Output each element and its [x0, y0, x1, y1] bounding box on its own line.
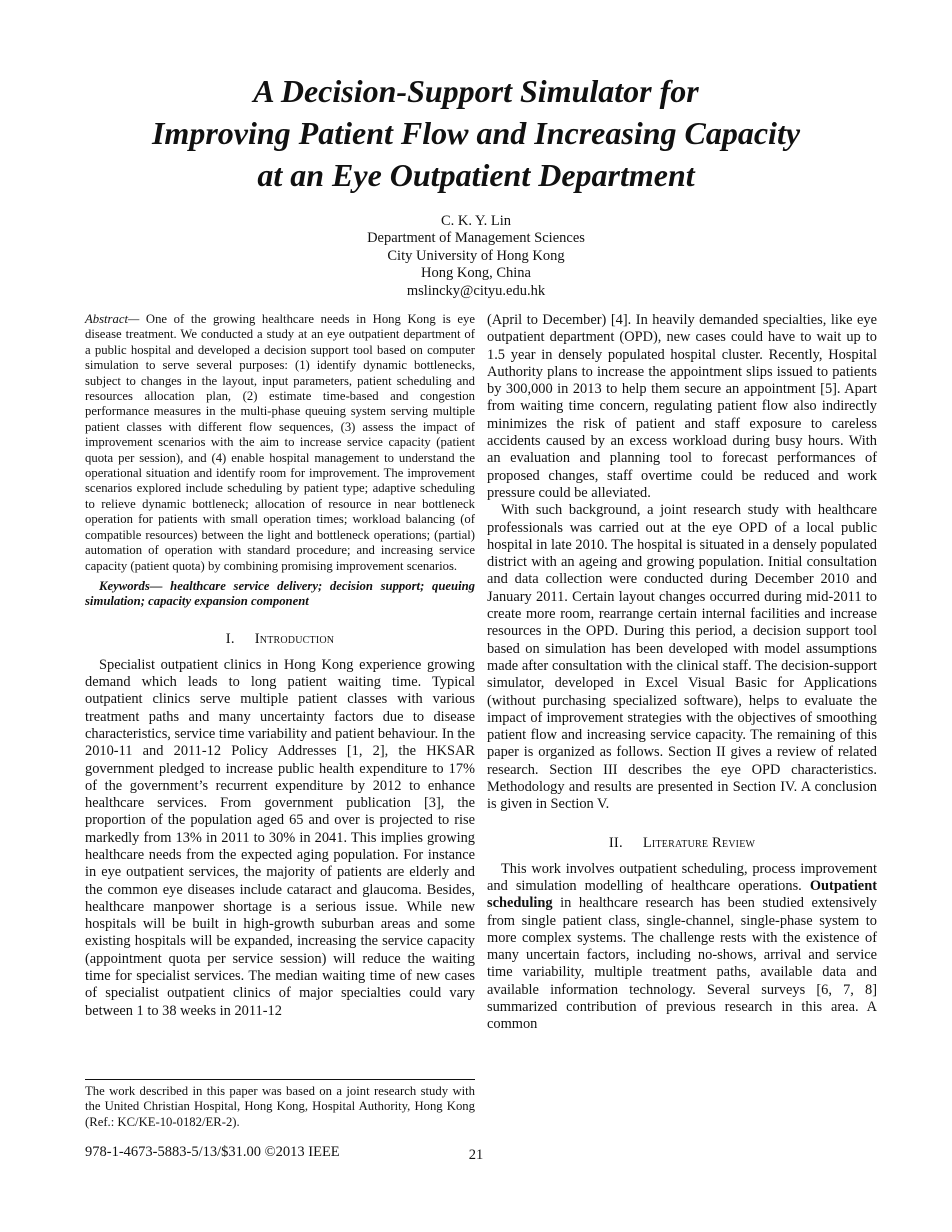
literature-lead-text: This work involves outpatient scheduling, process improvement and simulation modelling of healthcare operations. — [487, 860, 877, 894]
author-name: C. K. Y. Lin — [440, 213, 512, 229]
section-title-literature-review: Literature Review — [642, 834, 756, 851]
title-line-3: at an Eye Outpatient Department — [257, 157, 695, 193]
background-paragraph: With such background, a joint research study with healthcare professionals was carried out at the eye OPD of a local public hospital in late 2010. The hospital is situated in a densely populated district with an ageing and growing population. Initial consultation and data collection were conducted during December 2010 and January 2011. Certain layout changes occurred during mid-2011 to create more room, rearrange certain internal facilities and increase resources in the OPD. During this period, a decision support tool based on simulation has been developed with model assumptions made after consultation with the clinical staff. The decision-support simulator, developed in Excel Visual Basic for Applications (without purchasing specialized software), helps to evaluate the impact of improvement strategies with the objectives of smoothing patient flow and increasing service capacity. The remaining of this paper is organized as follows. Section II gives a review of related research. Section III describes the eye OPD characteristics. Methodology and results are presented in Section IV. A conclusion is given in Section V. — [487, 502, 877, 813]
literature-paragraph — [487, 861, 877, 1034]
literature-bold-term: Outpatient scheduling — [487, 877, 877, 912]
abstract-text: One of the growing healthcare needs in Hong Kong is eye disease treatment. We conducted a study at an eye outpatient department of a public hospital and developed a decision support tool based on computer simulation to serve several purposes: (1) identify dynamic bottlenecks, subject to changes in the layout, input parameters, patient scheduling and resources allocation plan, (2) estimate time-based and congestion performance measures in the multi-phase queuing system serving multiple patient classes with different flow sequences, (3) assess the impact of improvement scenarios with the aim to increase service capacity (patient quota per session), and (4) enable hospital management to understand the operational situation and identify room for improvement. The improvement scenarios explored include scheduling by patient type; adaptive scheduling to relieve dynamic bottleneck; allocation of resource in near bottleneck operation for patients with small operation times; workload balancing (of compatible resources) between the light and bottleneck operations; (partial) automation of operation with standard procedure; and increasing service capacity (patient quota) by combining promising improvement scenarios. — [85, 312, 476, 573]
section-heading-introduction — [85, 631, 475, 648]
left-column — [85, 312, 475, 1130]
author-block — [0, 213, 952, 300]
right-column — [487, 312, 877, 1130]
title-block — [0, 70, 952, 300]
section-number-introduction: I. — [225, 630, 235, 647]
abstract-label: Abstract— — [85, 312, 140, 326]
copyright-notice: 978-1-4673-5883-5/13/$31.00 ©2013 IEEE — [85, 1144, 340, 1160]
intro-paragraph-left: Specialist outpatient clinics in Hong Kong experience growing demand which leads to long patient waiting time. Typical outpatient clinics serve multiple patient classes with various treatment paths and many uncertainty factors due to disease characteristics, service time variability and patient behaviour. In the 2010-11 and 2011-12 Policy Addresses [1, 2], the HKSAR government pledged to increase public health expenditure to 17% of the government’s recurrent expenditure by 2012 to enhance healthcare services. From government publication [3], the proportion of the population aged 65 and over is projected to rise markedly from 13% in 2011 to 30% in 2041. This implies growing healthcare needs from the expected aging population. For instance in eye outpatient services, the majority of patients are elderly and the common eye diseases include cataract and glaucoma. Besides, healthcare manpower shortage is a serious issue. While new hospitals will be built in high-growth suburban areas and some existing hospitals will be expanded, increasing the service capacity (appointment quota per service session) will reduce the waiting time for specialist services. The median waiting time of new cases of specialist outpatient clinics of major specialties could vary between 1 to 38 weeks in 2011-12 — [85, 656, 475, 1019]
paper-title — [0, 70, 952, 196]
author-institution: City University of Hong Kong — [387, 247, 565, 264]
title-line-2: Improving Patient Flow and Increasing Capacity — [151, 115, 801, 151]
section-number-literature-review: II. — [608, 834, 623, 851]
literature-rest-text: in healthcare research has been studied extensively from single patient class, single-channel, single-phase system to more complex systems. The challenge rests with the existence of many uncertain factors, including no-shows, arrival and service time variability, multiple treatment paths, available data and available information technology. Several surveys [6, 7, 8] summarized contribution of previous research in this area. A common — [487, 895, 877, 1033]
page-number: 21 — [468, 1147, 484, 1163]
keywords — [85, 579, 475, 610]
title-line-1: A Decision-Support Simulator for — [253, 73, 699, 109]
footnote: The work described in this paper was based on a joint research study with the United Christian Hospital, Hong Kong, Hospital Authority, Hong Kong (Ref.: KC/KE-10-0182/ER-2). — [85, 1079, 475, 1130]
author-email: mslincky@cityu.edu.hk — [406, 282, 546, 299]
author-department: Department of Management Sciences — [367, 230, 585, 247]
abstract — [85, 312, 475, 574]
keywords-text: healthcare service delivery; decision support; queuing simulation; capacity expansion component — [85, 578, 475, 609]
two-column-body — [85, 312, 877, 1130]
intro-paragraph-right: (April to December) [4]. In heavily demanded specialties, like eye outpatient department (OPD), new cases could have to wait up to 1.5 year in densely populated hospital cluster. Recently, Hospital Authority plans to increase the appointment slips issued to patients by 300,000 in 2013 to help them secure an appointment [5]. Apart from waiting time concern, regulating patient flow also indirectly minimizes the risk of patient and staff exposure to careless accidents caused by an excess workload during busy hours. With an evaluation and planning tool to forecast performances of proposed changes, staff overtime could be reduced and work pressure could be alleviated. — [487, 312, 877, 501]
section-heading-literature-review — [487, 835, 877, 852]
author-location: Hong Kong, China — [421, 265, 531, 282]
section-title-introduction: Introduction — [254, 630, 335, 647]
keywords-label: Keywords— — [99, 578, 163, 593]
